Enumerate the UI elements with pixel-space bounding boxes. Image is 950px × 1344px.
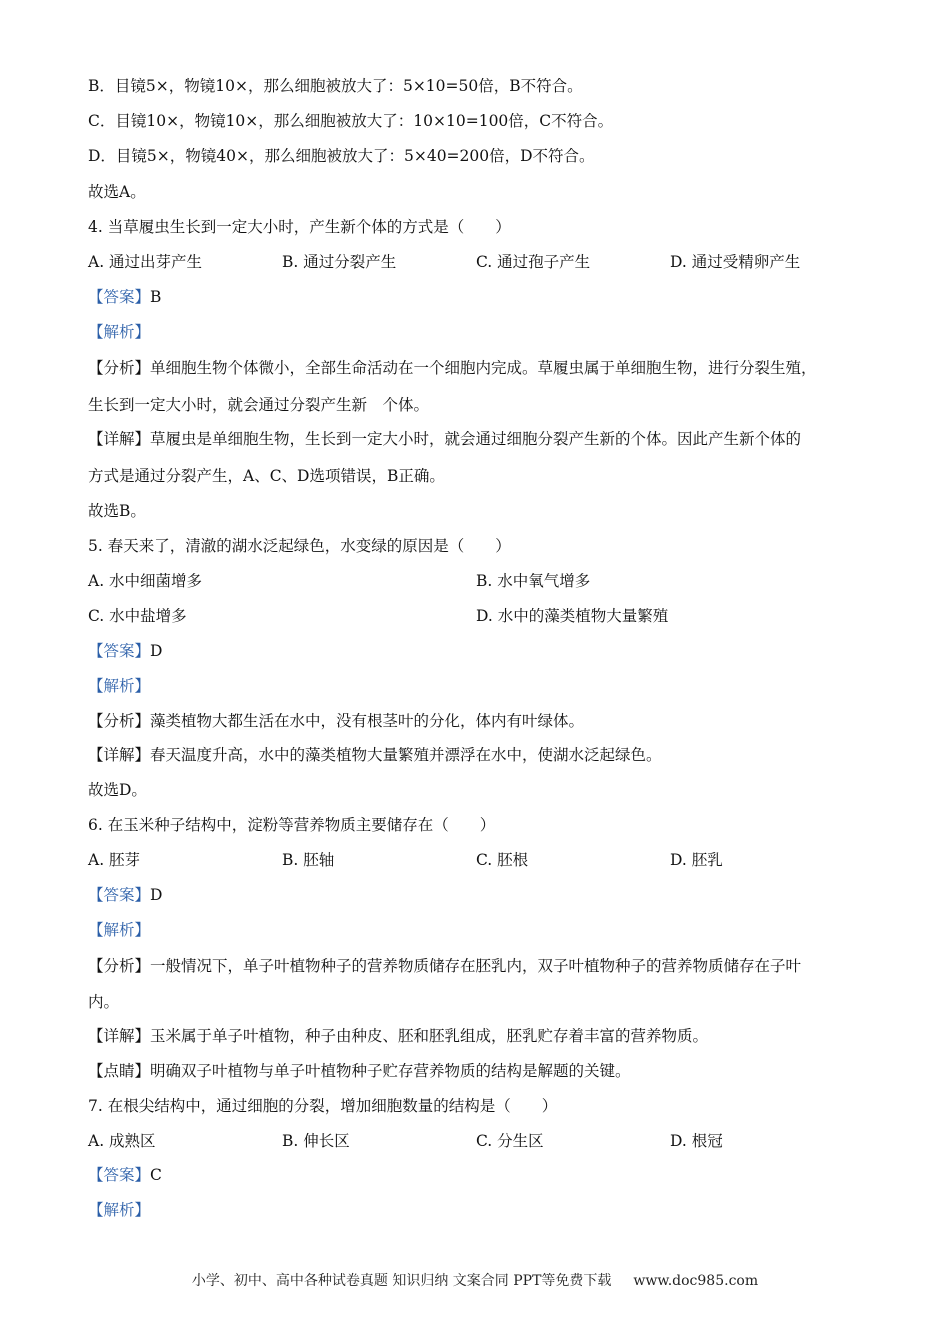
q3-conclusion: 故选A。 — [88, 183, 146, 201]
answer-value: C — [150, 1166, 162, 1184]
q4-analysis-line-2: 生长到一定大小时，就会通过分裂产生新 个体。 — [88, 396, 430, 414]
footer-url[interactable]: www.doc985.com — [633, 1273, 759, 1289]
q7-option-b: B. 伸长区 — [282, 1132, 350, 1150]
analysis-tag: 【分析】 — [88, 957, 151, 975]
q7-option-c: C. 分生区 — [476, 1132, 544, 1150]
jiexi-tag: 【解析】 — [88, 323, 151, 341]
q5-answer — [88, 641, 162, 661]
dianjing-text: 明确双子叶植物与单子叶植物种子贮存营养物质的结构是解题的关键。 — [150, 1062, 631, 1080]
detail-tag: 【详解】 — [88, 746, 151, 764]
q5-stem: 5. 春天来了，清澈的湖水泛起绿色，水变绿的原因是（ ） — [88, 537, 511, 555]
detail-text: 草履虫是单细胞生物，生长到一定大小时，就会通过细胞分裂产生新的个体。因此产生新个体的 — [150, 430, 802, 448]
q5-option-d: D. 水中的藻类植物大量繁殖 — [476, 607, 669, 625]
q7-answer — [88, 1165, 162, 1185]
q7-option-a: A. 成熟区 — [88, 1132, 156, 1150]
q3-explain-d: D．目镜5×，物镜40×，那么细胞被放大了：5×40=200倍，D不符合。 — [88, 147, 595, 165]
q6-analysis-line-2: 内。 — [88, 993, 120, 1011]
q6-jiexi — [88, 920, 150, 940]
q6-option-d: D. 胚乳 — [670, 851, 723, 869]
q4-option-a: A. 通过出芽产生 — [88, 253, 203, 271]
q6-option-c: C. 胚根 — [476, 851, 529, 869]
q3-explain-b: B．目镜5×，物镜10×，那么细胞被放大了：5×10=50倍，B不符合。 — [88, 77, 583, 95]
answer-tag: 【答案】 — [88, 288, 151, 306]
q6-answer — [88, 885, 162, 905]
dianjing-tag: 【点睛】 — [88, 1062, 151, 1080]
footer-text: 小学、初中、高中各种试卷真题 知识归纳 文案合同 PPT等免费下载 — [191, 1273, 612, 1289]
q5-analysis — [88, 711, 584, 731]
page-footer — [0, 1270, 950, 1290]
q7-stem: 7. 在根尖结构中，通过细胞的分裂，增加细胞数量的结构是（ ） — [88, 1097, 558, 1115]
analysis-tag: 【分析】 — [88, 359, 151, 377]
detail-text: 春天温度升高，水中的藻类植物大量繁殖并漂浮在水中，使湖水泛起绿色。 — [150, 746, 662, 764]
answer-tag: 【答案】 — [88, 886, 151, 904]
q5-conclusion: 故选D。 — [88, 781, 147, 799]
q6-analysis-line-1 — [88, 956, 801, 976]
analysis-text: 藻类植物大都生活在水中，没有根茎叶的分化，体内有叶绿体。 — [150, 712, 585, 730]
answer-tag: 【答案】 — [88, 642, 151, 660]
answer-tag: 【答案】 — [88, 1166, 151, 1184]
q5-option-a: A. 水中细菌增多 — [88, 572, 203, 590]
jiexi-tag: 【解析】 — [88, 921, 151, 939]
q4-detail-line-1 — [88, 429, 801, 449]
detail-tag: 【详解】 — [88, 1027, 151, 1045]
q7-jiexi — [88, 1200, 150, 1220]
q4-option-c: C. 通过孢子产生 — [476, 253, 591, 271]
q6-stem: 6. 在玉米种子结构中，淀粉等营养物质主要储存在（ ） — [88, 816, 496, 834]
detail-text: 玉米属于单子叶植物，种子由种皮、胚和胚乳组成，胚乳贮存着丰富的营养物质。 — [150, 1027, 709, 1045]
analysis-tag: 【分析】 — [88, 712, 151, 730]
q4-analysis-line-1 — [88, 358, 817, 378]
q4-answer — [88, 287, 161, 307]
q4-conclusion: 故选B。 — [88, 502, 146, 520]
answer-value: D — [150, 642, 163, 660]
q6-dianjing — [88, 1061, 631, 1081]
q4-option-b: B. 通过分裂产生 — [282, 253, 397, 271]
answer-value: B — [150, 288, 162, 306]
analysis-text: 一般情况下，单子叶植物种子的营养物质储存在胚乳内，双子叶植物种子的营养物质储存在子叶 — [150, 957, 802, 975]
detail-tag: 【详解】 — [88, 430, 151, 448]
q4-option-d: D. 通过受精卵产生 — [670, 253, 801, 271]
jiexi-tag: 【解析】 — [88, 1201, 151, 1219]
q6-option-a: A. 胚芽 — [88, 851, 141, 869]
analysis-text: 单细胞生物个体微小，全部生命活动在一个细胞内完成。草履虫属于单细胞生物，进行分裂生殖， — [150, 359, 817, 377]
q4-stem: 4. 当草履虫生长到一定大小时，产生新个体的方式是（ ） — [88, 218, 511, 236]
q3-explain-c: C．目镜10×，物镜10×，那么细胞被放大了：10×10=100倍，C不符合。 — [88, 112, 614, 130]
q6-option-b: B. 胚轴 — [282, 851, 335, 869]
q7-option-d: D. 根冠 — [670, 1132, 723, 1150]
q5-option-b: B. 水中氧气增多 — [476, 572, 591, 590]
answer-value: D — [150, 886, 163, 904]
jiexi-tag: 【解析】 — [88, 677, 151, 695]
q5-jiexi — [88, 676, 150, 696]
q5-option-c: C. 水中盐增多 — [88, 607, 187, 625]
q5-detail — [88, 745, 662, 765]
q4-detail-line-2: 方式是通过分裂产生，A、C、D选项错误，B正确。 — [88, 467, 445, 485]
q6-detail — [88, 1026, 708, 1046]
q4-jiexi — [88, 322, 150, 342]
